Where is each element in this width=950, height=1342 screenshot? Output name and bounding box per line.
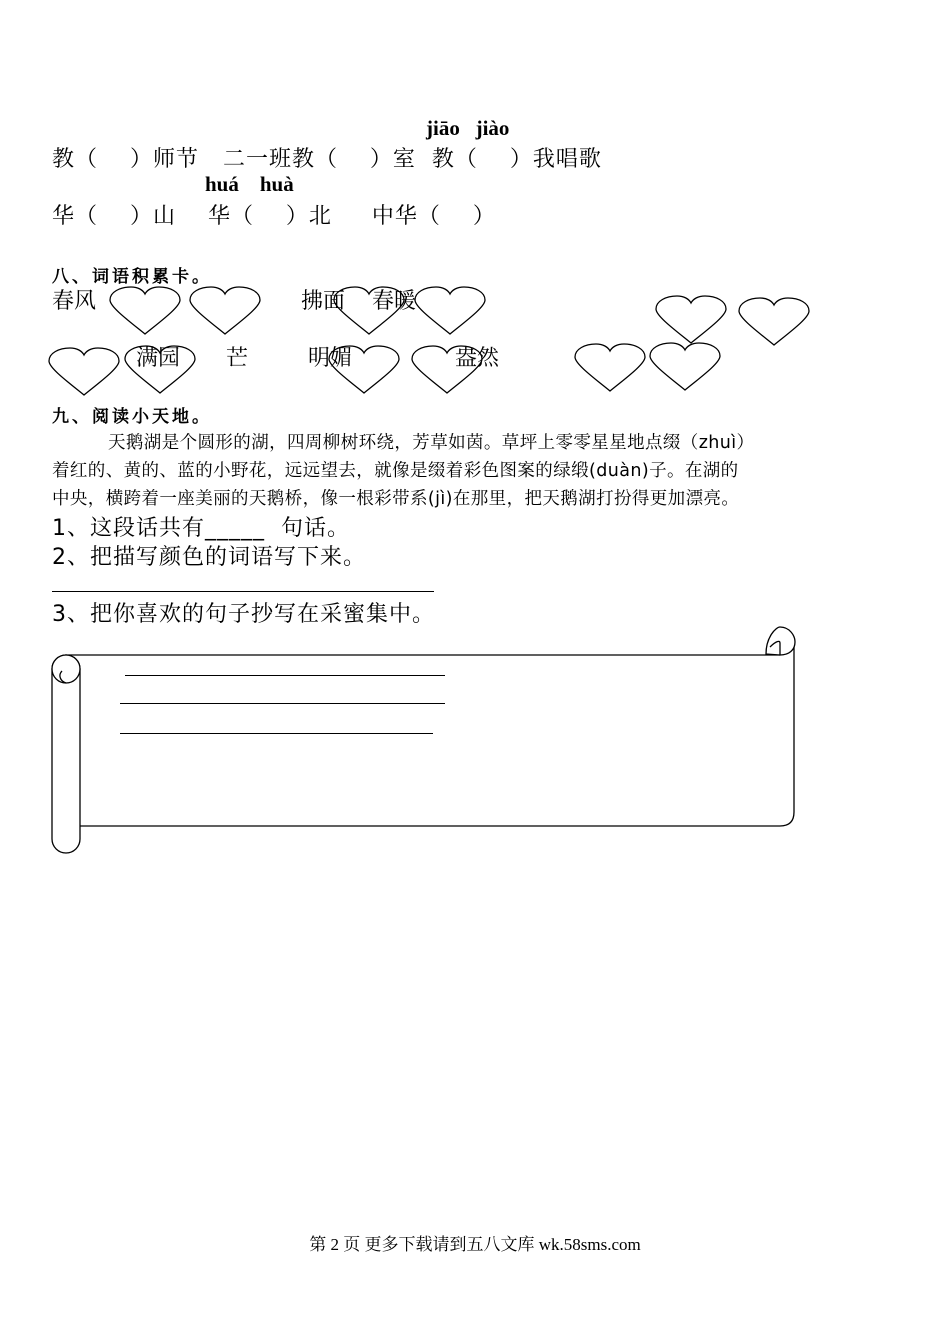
section9-title: 九、阅读小天地。 [52,407,212,427]
word-mang: 芒 [226,346,249,371]
page-footer: 第 2 页 更多下载请到五八文库 wk.58sms.com [309,1235,641,1254]
pinyin-hua: huá huà [205,172,294,196]
question-1: 1、这段话共有_____ 句话。 [52,516,350,541]
scroll-body [66,642,794,826]
question-2: 2、把描写颜色的词语写下来。 [52,545,366,570]
hua-fill-row: 华（ ）山 华（ ）北 中华（ ） [52,204,496,229]
question-3: 3、把你喜欢的句子抄写在采蜜集中。 [52,602,435,627]
word-chunfeng: 春风 [52,289,97,314]
word-mingmei: 明媚 [308,346,353,371]
scroll-answer-line-3[interactable] [120,733,433,734]
passage-line-1: 天鹅湖是个圆形的湖，四周柳树环绕，芳草如茵。草坪上零零星星地点缀（zhuì） [108,433,755,453]
jiao-fill-row: 教（ ）师节 二一班教（ ）室 教（ ）我唱歌 [52,147,602,172]
section8-title: 八、词语积累卡。 [52,267,212,287]
word-manyuan: 满园 [136,346,181,371]
passage-line-3: 中央，横跨着一座美丽的天鹅桥，像一根彩带系(jì)在那里，把天鹅湖打扮得更加漂亮。 [52,489,740,509]
passage-line-2: 着红的、黄的、蓝的小野花，远远望去，就像是缀着彩色图案的绿缎(duàn)子。在湖的 [52,461,739,481]
scroll-left-roll [52,655,80,853]
word-fumian: 拂面 [301,289,346,314]
word-angran: 盎然 [455,346,500,371]
pinyin-jiao: jiāo jiào [426,116,510,140]
scroll-answer-line-1[interactable] [125,675,445,676]
word-chunnuan: 春暖 [372,289,417,314]
scroll-answer-line-2[interactable] [120,703,445,704]
